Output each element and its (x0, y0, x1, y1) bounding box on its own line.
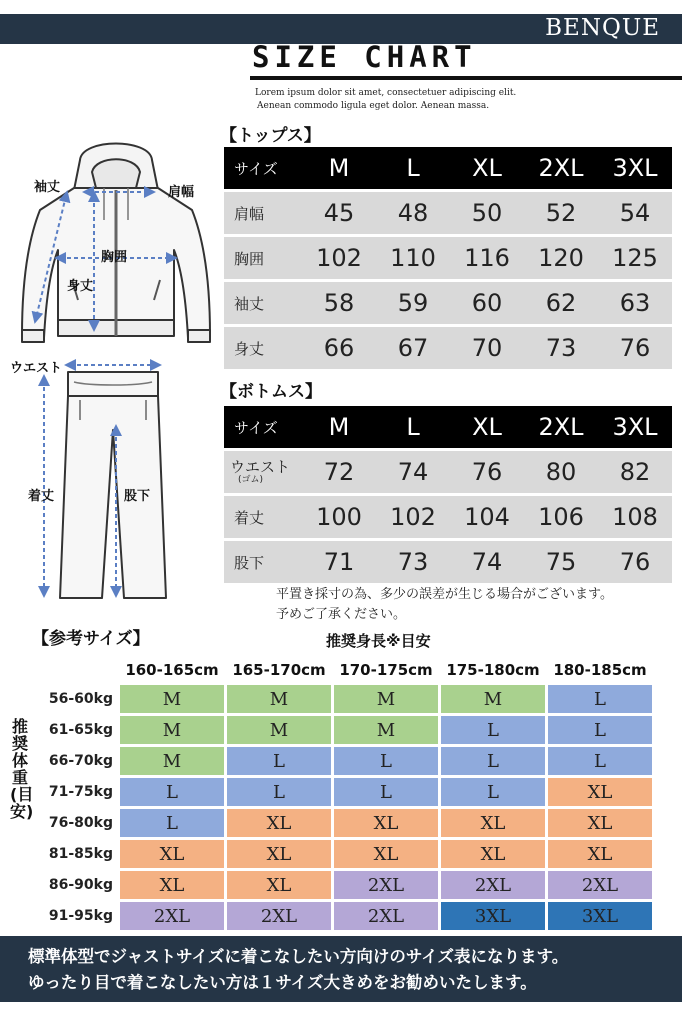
row-label (224, 451, 302, 493)
table-cell: 58 (302, 282, 376, 324)
size-cell: M (334, 716, 438, 744)
bottoms-header-row (224, 406, 672, 448)
table-cell: 108 (598, 496, 672, 538)
table-cell: 80 (524, 451, 598, 493)
reference-section-label: 【参考サイズ】 (32, 629, 150, 649)
size-cell: XL (548, 809, 652, 837)
height-header: 180-185cm (553, 661, 647, 679)
tops-size-table (224, 144, 672, 372)
recommended-height-title: 推奨身長※目安 (326, 632, 431, 650)
table-cell: 110 (376, 237, 450, 279)
row-label-sub: (ゴム) (238, 475, 264, 485)
label-shoulder: 肩幅 (168, 185, 195, 200)
table-cell: 67 (376, 327, 450, 369)
row-label: 袖丈 (224, 282, 302, 324)
weight-label: 66-70kg (48, 753, 113, 769)
note-line-2: 予めご了承ください。 (276, 607, 407, 622)
table-cell: 50 (450, 192, 524, 234)
size-cell: M (441, 685, 545, 713)
measurement-note (276, 585, 613, 625)
size-cell: XL (334, 809, 438, 837)
pants-illustration (60, 372, 166, 598)
table-row (43, 902, 652, 930)
reference-table-body (43, 685, 652, 930)
size-cell: XL (441, 840, 545, 868)
height-header-row (43, 658, 652, 682)
size-cell: M (120, 685, 224, 713)
weight-label: 76-80kg (48, 815, 113, 831)
table-cell: 120 (524, 237, 598, 279)
size-cell: L (441, 778, 545, 806)
size-cell: L (548, 716, 652, 744)
table-cell: 125 (598, 237, 672, 279)
table-cell: 70 (450, 327, 524, 369)
table-cell: 63 (598, 282, 672, 324)
table-row (43, 840, 652, 868)
size-cell: XL (441, 809, 545, 837)
table-cell: 45 (302, 192, 376, 234)
table-row (43, 716, 652, 744)
row-label: 身丈 (224, 327, 302, 369)
row-label: 肩幅 (224, 192, 302, 234)
table-cell: 52 (524, 192, 598, 234)
table-cell: 72 (302, 451, 376, 493)
size-cell: XL (548, 778, 652, 806)
size-cell: 3XL (548, 902, 652, 930)
header-cell: 2XL (524, 406, 598, 448)
weight-label: 71-75kg (48, 784, 113, 800)
label-inseam: 股下 (124, 489, 151, 504)
page-title: SIZE CHART (252, 40, 477, 74)
title-underline (250, 76, 682, 80)
size-cell: M (120, 747, 224, 775)
hoodie-illustration (22, 144, 210, 343)
row-label: 股下 (224, 541, 302, 583)
weight-label: 86-90kg (48, 877, 113, 893)
tops-section-label: 【トップス】 (220, 126, 321, 146)
table-cell: 100 (302, 496, 376, 538)
table-row (43, 747, 652, 775)
subtitle-line-1: Lorem ipsum dolor sit amet, consectetuer adipiscing elit. (255, 88, 517, 98)
table-row (43, 809, 652, 837)
label-chest: 胸囲 (101, 250, 128, 265)
size-cell: L (120, 809, 224, 837)
table-cell: 59 (376, 282, 450, 324)
table-cell: 76 (598, 327, 672, 369)
table-cell: 48 (376, 192, 450, 234)
size-cell: 2XL (334, 902, 438, 930)
table-cell: 104 (450, 496, 524, 538)
table-cell: 116 (450, 237, 524, 279)
subtitle-text (255, 87, 516, 113)
weight-label: 91-95kg (48, 908, 113, 924)
size-cell: L (441, 747, 545, 775)
table-cell: 74 (450, 541, 524, 583)
table-row (43, 871, 652, 899)
footer-text (28, 944, 568, 996)
table-cell: 82 (598, 451, 672, 493)
size-cell: 2XL (120, 902, 224, 930)
size-cell: XL (227, 809, 331, 837)
header-cell: 3XL (598, 147, 672, 189)
table-cell: 54 (598, 192, 672, 234)
size-cell: XL (120, 840, 224, 868)
row-label-main: ウエスト (230, 458, 291, 476)
header-cell: L (376, 406, 450, 448)
size-cell: 2XL (441, 871, 545, 899)
brand-name: BENQUE (545, 15, 660, 41)
size-cell: 3XL (441, 902, 545, 930)
size-cell: L (548, 685, 652, 713)
table-cell: 73 (524, 327, 598, 369)
size-cell: XL (334, 840, 438, 868)
size-cell: L (441, 716, 545, 744)
reference-size-table (40, 655, 655, 933)
size-cell: 2XL (548, 871, 652, 899)
table-row (224, 192, 672, 234)
row-label: 胸囲 (224, 237, 302, 279)
size-cell: 2XL (227, 902, 331, 930)
label-sleeve: 袖丈 (34, 180, 61, 195)
header-cell: 2XL (524, 147, 598, 189)
table-cell: 62 (524, 282, 598, 324)
weight-label: 56-60kg (48, 691, 113, 707)
table-cell: 66 (302, 327, 376, 369)
weight-label: 61-65kg (48, 722, 113, 738)
size-cell: XL (227, 871, 331, 899)
header-cell: XL (450, 406, 524, 448)
header-cell: M (302, 406, 376, 448)
table-row (43, 778, 652, 806)
header-cell: サイズ (224, 406, 302, 448)
header-cell: M (302, 147, 376, 189)
table-cell: 106 (524, 496, 598, 538)
table-cell: 74 (376, 451, 450, 493)
table-cell: 102 (376, 496, 450, 538)
label-body-length: 身丈 (67, 279, 94, 294)
size-cell: L (334, 747, 438, 775)
height-header: 165-170cm (232, 661, 326, 679)
row-label: 着丈 (224, 496, 302, 538)
table-row (224, 237, 672, 279)
height-header: 175-180cm (446, 661, 540, 679)
table-cell: 73 (376, 541, 450, 583)
size-cell: L (334, 778, 438, 806)
tops-header-row (224, 147, 672, 189)
size-cell: M (120, 716, 224, 744)
height-header: 160-165cm (125, 661, 219, 679)
label-waist: ウエスト (10, 361, 63, 376)
size-cell: L (548, 747, 652, 775)
corner-cell (43, 658, 117, 682)
bottoms-section-label: 【ボトムス】 (220, 382, 322, 402)
recommended-weight-title: 推奨体重(目安) (10, 717, 34, 821)
table-row (43, 685, 652, 713)
table-cell: 76 (450, 451, 524, 493)
note-line-1: 平置き採寸の為、多少の誤差が生じる場合がございます。 (276, 587, 613, 602)
bottoms-size-table (224, 403, 672, 586)
size-cell: M (227, 685, 331, 713)
height-header: 170-175cm (339, 661, 433, 679)
footer-banner (0, 936, 682, 1002)
table-row (224, 541, 672, 583)
footer-line-1: 標準体型でジャストサイズに着こなしたい方向けのサイズ表になります。 (28, 947, 569, 966)
header-cell: サイズ (224, 147, 302, 189)
table-cell: 76 (598, 541, 672, 583)
table-row (224, 282, 672, 324)
table-row (224, 327, 672, 369)
table-row (224, 451, 672, 493)
subtitle-line-2: Aenean commodo ligula eget dolor. Aenean massa. (257, 101, 490, 111)
size-cell: XL (120, 871, 224, 899)
size-cell: L (227, 778, 331, 806)
table-cell: 60 (450, 282, 524, 324)
header-cell: L (376, 147, 450, 189)
size-cell: XL (227, 840, 331, 868)
table-cell: 75 (524, 541, 598, 583)
table-cell: 102 (302, 237, 376, 279)
size-cell: 2XL (334, 871, 438, 899)
footer-line-2: ゆったり目で着こなしたい方は１サイズ大きめをお勧めいたします。 (28, 973, 537, 992)
size-cell: M (227, 716, 331, 744)
size-cell: XL (548, 840, 652, 868)
header-cell: XL (450, 147, 524, 189)
label-length: 着丈 (28, 489, 55, 504)
size-cell: L (120, 778, 224, 806)
header-cell: 3XL (598, 406, 672, 448)
table-cell: 71 (302, 541, 376, 583)
size-cell: M (334, 685, 438, 713)
weight-label: 81-85kg (48, 846, 113, 862)
size-cell: L (227, 747, 331, 775)
table-row (224, 496, 672, 538)
